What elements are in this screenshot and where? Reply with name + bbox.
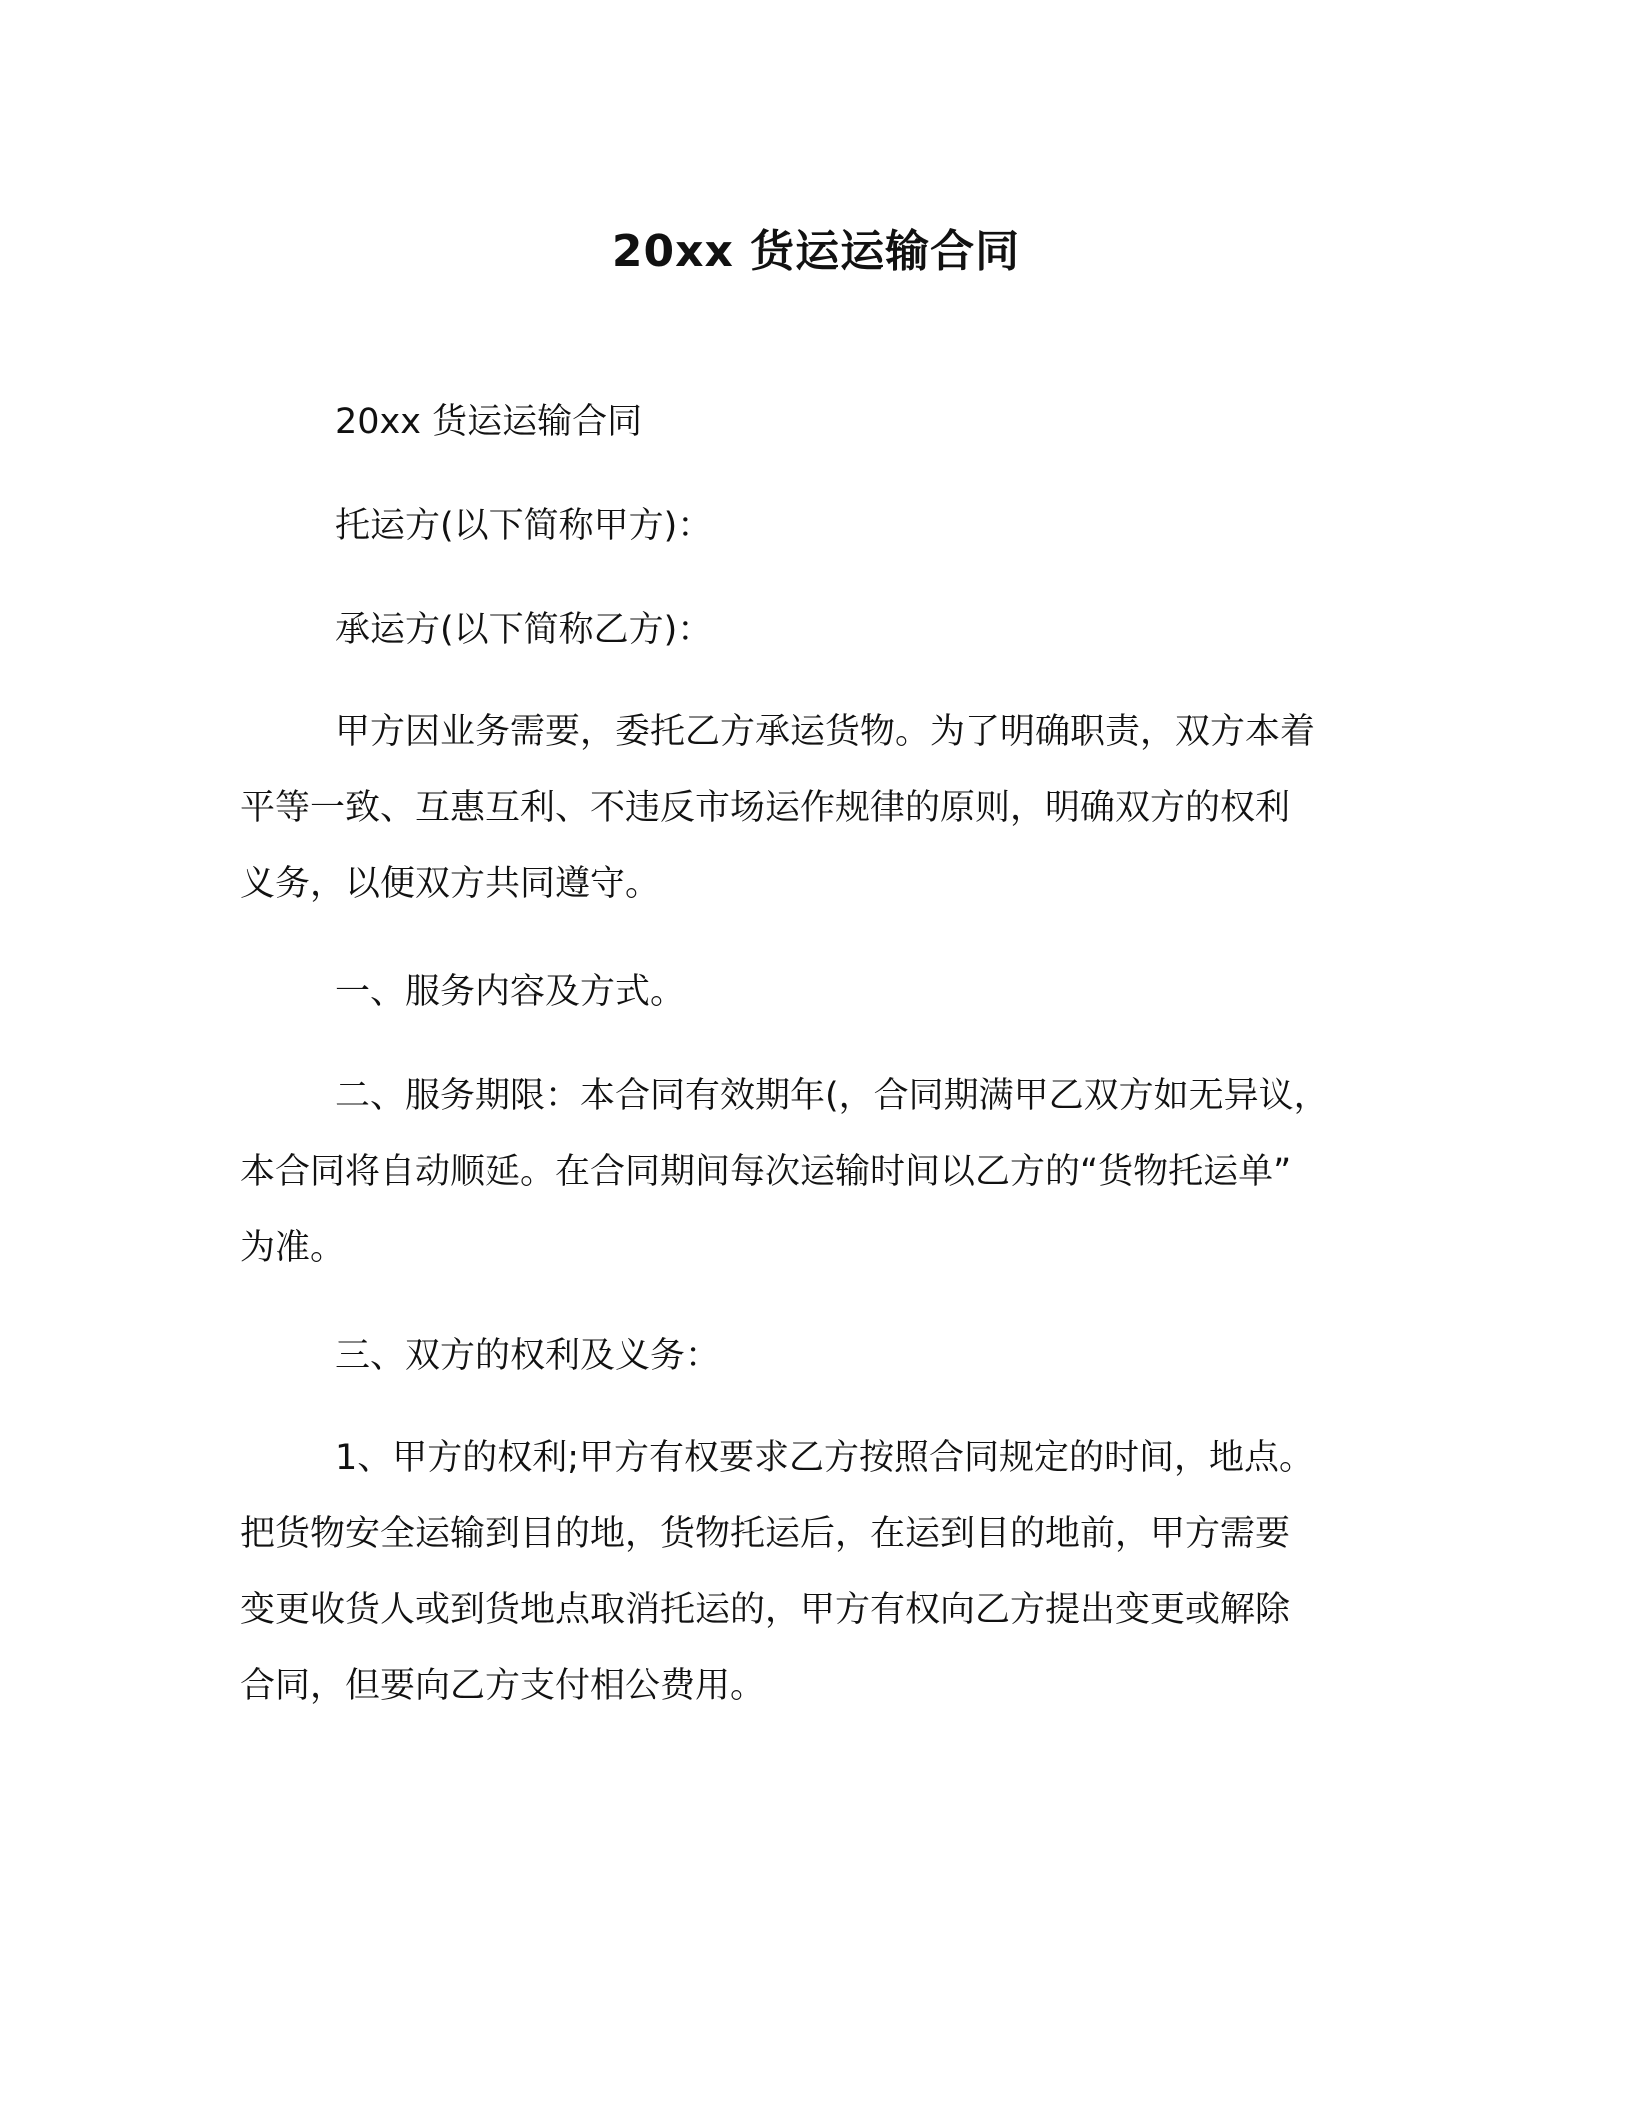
shipper-line: 托运方(以下简称甲方)： xyxy=(335,506,713,546)
clause-1-line-1: 1、甲方的权利;甲方有权要求乙方按照合同规定的时间，地点。 xyxy=(335,1438,1315,1478)
section-3-heading: 三、双方的权利及义务： xyxy=(335,1336,721,1376)
clause-1-line-2: 把货物安全运输到目的地，货物托运后，在运到目的地前，甲方需要 xyxy=(240,1514,1291,1554)
contract-subtitle: 20xx 货运运输合同 xyxy=(335,402,643,442)
document-title: 20xx 货运运输合同 xyxy=(611,226,1021,277)
section-2-line-3: 为准。 xyxy=(240,1228,346,1268)
carrier-line: 承运方(以下简称乙方)： xyxy=(335,610,713,650)
section-2-line-2: 本合同将自动顺延。在合同期间每次运输时间以乙方的“货物托运单” xyxy=(240,1152,1292,1192)
intro-line-3: 义务，以便双方共同遵守。 xyxy=(240,864,661,904)
intro-line-1: 甲方因业务需要，委托乙方承运货物。为了明确职责，双方本着 xyxy=(335,712,1316,752)
section-1-heading: 一、服务内容及方式。 xyxy=(335,972,686,1012)
section-2-line-1: 二、服务期限：本合同有效期年(，合同期满甲乙双方如无异议， xyxy=(335,1076,1329,1116)
clause-1-line-3: 变更收货人或到货地点取消托运的，甲方有权向乙方提出变更或解除 xyxy=(240,1590,1291,1630)
clause-1-line-4: 合同，但要向乙方支付相公费用。 xyxy=(240,1666,766,1706)
intro-line-2: 平等一致、互惠互利、不违反市场运作规律的原则，明确双方的权利 xyxy=(240,788,1291,828)
